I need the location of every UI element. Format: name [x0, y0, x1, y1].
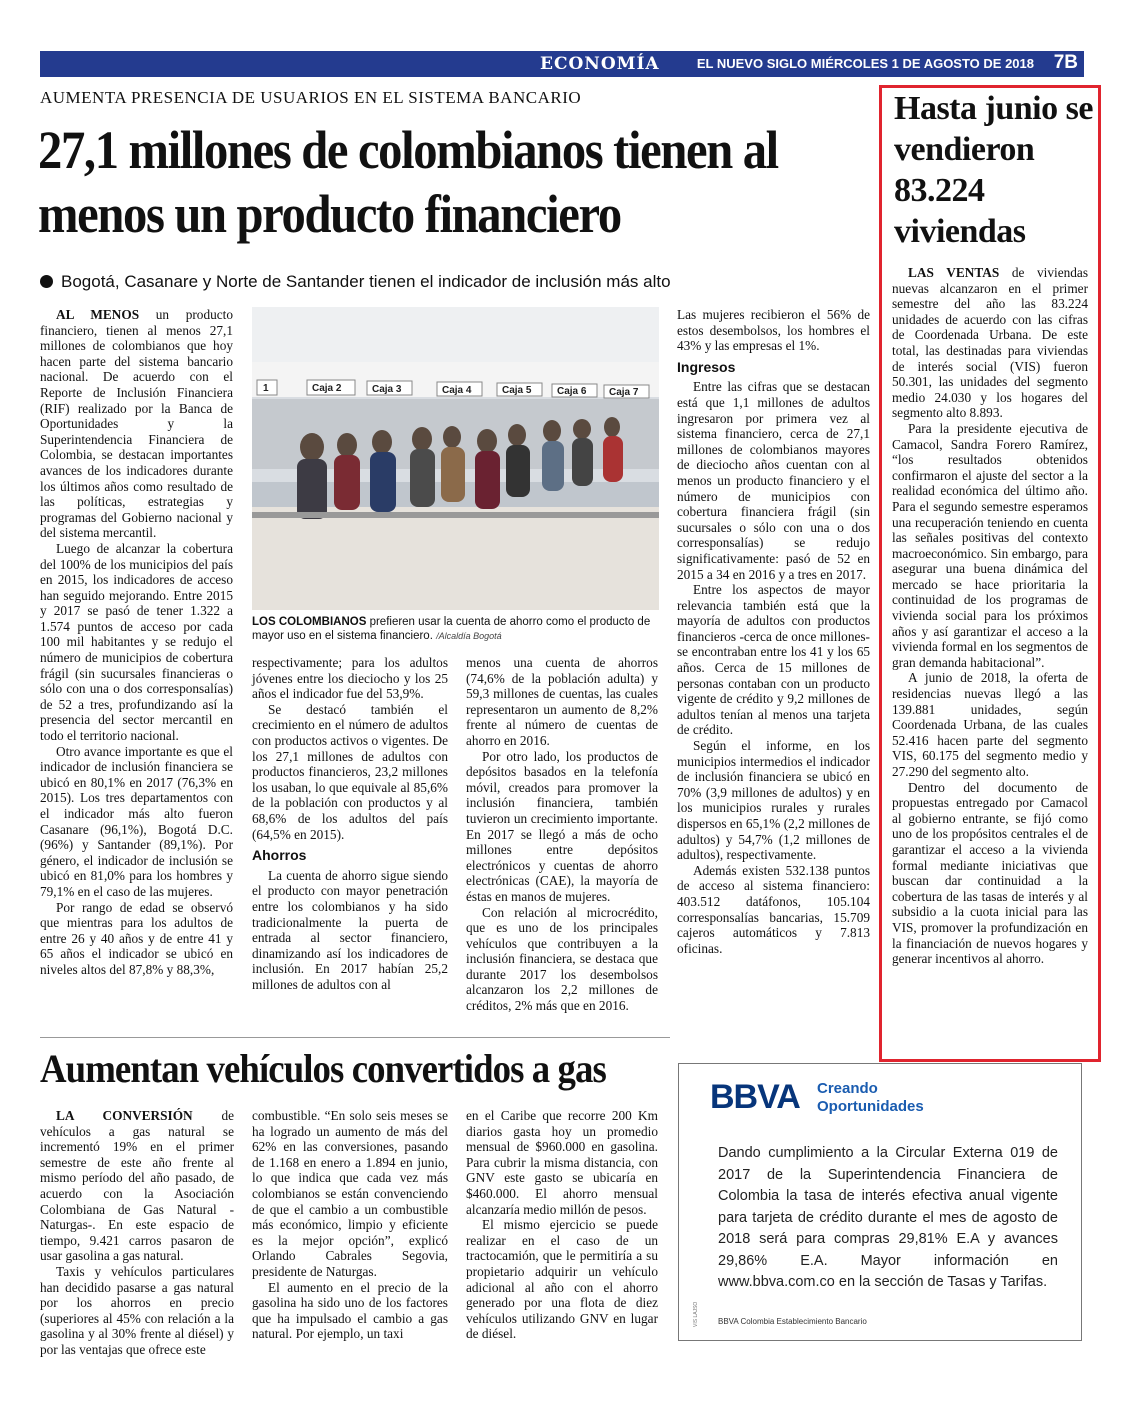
sidebar-headline: Hasta junio se vendieron 83.224 viviendas: [894, 90, 1093, 250]
counter-sign-3: Caja 3: [372, 384, 402, 395]
ad-body-text: Dando cumplimiento a la Circular Externa 019 de 2017 de la Superintendencia Financiera de Colombia la tasa de interés efectiva anual vigente para tarjeta de crédito durante el mes de agosto de 2018 será para compras 29,81% E.A y avances 29,86% E.A. Mayor información en www.bbva.com.co en la sección de Tasas y Tarifas.: [718, 1145, 1058, 1290]
paragraph: Taxis y vehículos particulares han decidido pasarse a gas natural por los ahorros en precio (superiores al 45% con relación a la gasolina y al 30% frente al diésel) y por las ventajas que ofrece este: [40, 1263, 234, 1357]
paragraph: Por otro lado, los productos de depósitos basados en la telefonía móvil, creados para promover la inclusión financiera, también tuvieron un crecimiento importante. En 2017 se llegó a más de ocho millones entre depósitos electrónicos y cuentas de ahorro electrónicas (CAE), la mayoría de éstas en manos de mujeres.: [466, 748, 658, 904]
gas-column-3: [466, 1108, 658, 1348]
gas-column-2: [252, 1108, 448, 1348]
article-column-1: [40, 307, 233, 1027]
counter-sign-1: 1: [263, 383, 269, 394]
caption-lead: LOS COLOMBIANOS: [252, 616, 367, 628]
paragraph: Por rango de edad se observó que mientras para los adultos de entre 26 y 40 años y de entre 41 y 65 años el indicador se ubicó en niveles altos del 87,8% y 88,3%,: [40, 899, 233, 977]
paragraph: un producto financiero, tienen al menos 27,1 millones de colombianos que hoy hacen parte del sistema bancario nacional. De acuerdo con el Reporte de Inclusión Financiera (RIF) realizado por la Banca de Oportunidades y la Superintendencia Financiera de Colombia, se destacan importantes avances de los indicadores durante los últimos años como resultado de las políticas, estrategias y programas del Gobierno nacional y del sistema mercantil.: [40, 307, 233, 541]
dateline: EL NUEVO SIGLO MIÉRCOLES 1 DE AGOSTO DE 2018: [696, 56, 1034, 71]
sidebar-body: [892, 265, 1088, 1055]
counter-sign-7: Caja 7: [609, 387, 639, 398]
article-column-4: [677, 307, 870, 1027]
section-name: ECONOMÍA: [540, 54, 660, 74]
article-subheadline: [40, 272, 671, 292]
counter-sign-6: Caja 6: [557, 386, 587, 397]
counter-sign-2: Caja 2: [312, 383, 342, 394]
paragraph: El mismo ejercicio se puede realizar en el caso de un tractocamión, que le permitiría a su propietario adquirir un vehículo adicional al año con el ahorro generado por una flota de diez vehículos utilizando GNV en lugar de diésel.: [466, 1217, 658, 1342]
paragraph: Entre los aspectos de mayor relevancia también está que la mayoría de adultos con productos financieros -cerca de once millones- se encontraban entre los 41 y los 65 años. Cerca de 15 millones de personas contaban con un producto vigente de crédito y 9,2 millones de adultos tenían al menos una tarjeta de crédito.: [677, 582, 870, 738]
bbva-tagline: [817, 1080, 924, 1116]
section-header-bar: [40, 51, 1084, 77]
paragraph: Luego de alcanzar la cobertura del 100% de los municipios del país en 2015, los indicadores de acceso han seguido mejorando. Entre 2015 y 2017 se pasó de tener 1.322 a 1.574 puntos de acceso por cada 100 mil habitantes y se redujo el número de municipios de cobertura frágil (sin sucursales financieras o sólo con una o dos corresponsalías) de 52 a tres, profundizando así la presencia del sector mercantil en todo el territorio nacional.: [40, 540, 233, 744]
lead-in: LAS VENTAS: [908, 265, 1000, 280]
paragraph: combustible. “En solo seis meses se ha logrado un aumento de más del 62% en las conversiones, pasando de 1.168 en enero a 1.894 en junio, lo que indica que cada vez más colombianos se están convenciendo de que el cambio a un combustible más económico, limpio y eficiente es la mejor opción”, explicó Orlando Cabrales Segovia, presidente de Naturgas.: [252, 1108, 448, 1279]
paragraph: Las mujeres recibieron el 56% de estos desembolsos, los hombres el 43% y las empresas el 1%.: [677, 307, 870, 354]
subheading-ingresos: Ingresos: [677, 358, 736, 375]
paragraph: respectivamente; para los adultos jóvenes entre los dieciocho y los 25 años el indicador fue del 53,9%.: [252, 655, 448, 702]
paragraph: La cuenta de ahorro sigue siendo el producto con mayor penetración entre los colombianos y ha sido tradicionalmente la puerta de entrada al sector financiero, dinamizando así los indicadores de inclusión. En 2017 habían 25,2 millones de adultos con al: [252, 867, 448, 992]
paragraph: A junio de 2018, la oferta de residencias nuevas llegó a las 139.881 unidades, según Coordenada Urbana, de las cuales 52.416 hacen parte del segmento VIS, 60.175 del segmento medio y 27.290 del segmento alto.: [892, 670, 1088, 779]
photo-credit: /Alcaldía Bogotá: [436, 631, 502, 641]
photo-caption: [252, 615, 662, 643]
paragraph: menos una cuenta de ahorros (74,6% de la población adulta) y 59,3 millones de cuentas, las cuales representaron un aumento de 8,2% frente al número de cuentas de ahorro en 2016.: [466, 655, 658, 748]
ad-footer-text: BBVA Colombia Establecimiento Bancario: [718, 1317, 867, 1326]
subheadline-text: Bogotá, Casanare y Norte de Santander tienen el indicador de inclusión más alto: [61, 272, 671, 291]
paragraph: de viviendas nuevas alcanzaron en el primer semestre del año las 83.224 unidades de acuerdo con las cifras de Coordenada Urbana. De este total, las destinadas para viviendas de interés social (VIS) fueron 50.301, las unidades del segmento medio 24.030 y los hogares del segmento alto 8.893.: [892, 265, 1088, 421]
counter-sign-5: Caja 5: [502, 385, 532, 396]
article-column-2: [252, 655, 448, 1027]
ad-vertical-code: VIS LAJSO: [693, 1301, 699, 1327]
lead-in: AL MENOS: [56, 307, 140, 322]
paragraph: Entre las cifras que se destacan está que 1,1 millones de adultos ingresaron por primera vez al sistema financiero, cerca de 27,1 millones de colombianos mayores de dieciocho años cuentan con al menos un producto financiero y el número de municipios con cobertura financiera frágil (sin sucursales o sólo con una o dos corresponsalías) se redujo significativamente: pasó de 52 en 2015 a 34 en 2016 y a tres en 2017.: [677, 379, 870, 582]
article-headline: 27,1 millones de colombianos tienen al menos un producto financiero: [38, 120, 778, 244]
paragraph: Según el informe, en los municipios intermedios el indicador de inclusión financiera se ubicó en 70% (3,9 millones de adultos) y en los municipios rurales y rurales dispersos en 65,1% (2,2 millones de adultos) y 54,7% (1,2 millones de adultos), respectivamente.: [677, 738, 870, 863]
gas-article-headline: Aumentan vehículos convertidos a gas: [40, 1046, 606, 1091]
caption-text: prefieren usar la cuenta de ahorro como el producto de mayor uso en el sistema financiero.: [252, 616, 651, 642]
paragraph: Para la presidente ejecutiva de Camacol, Sandra Forero Ramírez, “los resultados obtenidos confirmaron el ajuste del sector a la realidad económica del último año. Para el segundo semestre esperamos una recuperación teniendo en cuenta las señales positivas del contexto macroeconómico. Sin embargo, para asegurar una buena dinámica del mercado se hace prioritaria la continuidad de los programas de vivienda social para los próximos años y así garantizar el acceso a la vivienda formal en los segmentos de gran demanda habitacional”.: [892, 420, 1088, 670]
bullet-icon: [40, 275, 53, 288]
bank-branch-photo: [252, 307, 659, 610]
paragraph: Otro avance importante es que el indicador de inclusión financiera se ubicó en 80,1% en 2017 (76,3% en 2015). Los tres departamentos con el indicador más alto fueron Casanare (96,1%), Bogotá D.C. (96%) y Santander (89,1%). Por género, el indicador de inclusión se ubicó en 81,0% para los hombres y 79,1% en el caso de las mujeres.: [40, 743, 233, 899]
paragraph: de vehículos a gas natural se incrementó 19% en el primer semestre de este año frente al mismo período del año pasado, de acuerdo con la Asociación Colombiana de Gas Natural -Naturgas-. En este espacio de tiempo, 9.421 carros pasaron de usar gasolina a gas natural.: [40, 1108, 235, 1264]
gas-column-1: [40, 1108, 235, 1357]
subheading-ahorros: Ahorros: [252, 847, 307, 864]
tagline-line-2: Oportunidades: [817, 1098, 924, 1115]
paragraph: Con relación al microcrédito, que es uno de los principales vehículos que contribuyen a la inclusión financiera, se destaca que durante 2017 los desembolsos alcanzaron los 2,2 millones de créditos, 2% más que en 2016.: [466, 904, 658, 1014]
article-column-3: [466, 655, 658, 1027]
paragraph: Además existen 532.138 puntos de acceso al sistema financiero: 403.512 datáfonos, 105.104 corresponsalías bancarias, 15.709 cajeros automáticos y 7.813 oficinas.: [677, 862, 870, 956]
paragraph: en el Caribe que recorre 200 Km diarios gasta hoy un promedio mensual de $960.000 en gasolina. Para cubrir la misma distancia, con GNV este gasto se ubicaría en $460.000. El ahorro mensual alcanzaría medio millón de pesos.: [466, 1108, 658, 1217]
paragraph: Dentro del documento de propuestas entregado por Camacol al gobierno entrante, se fijó como uno de los propósitos centrales el de garantizar el acceso a la vivienda formal mediante iniciativas que buscan dar continuidad a la cobertura de las tasas de interés y al subsidio a la cuota inicial para las VIS, promover la profundización en la financiación de nuevos hogares y generar incentivos al ahorro.: [892, 779, 1088, 967]
paragraph: El aumento en el precio de la gasolina ha sido uno de los factores que ha impulsado el cambio a gas natural. Por ejemplo, un taxi: [252, 1279, 448, 1342]
paragraph: Se destacó también el crecimiento en el número de adultos con productos activos o vigentes. De los 27,1 millones de adultos con productos financieros, 23,2 millones los usaban, lo que equivale al 85,6% de la población con productos y al 68,6% de los adultos del país (64,5% en 2015).: [252, 701, 448, 842]
bbva-logo: BBVA: [710, 1078, 800, 1116]
page-number: 7B: [1053, 52, 1078, 73]
article-kicker: AUMENTA PRESENCIA DE USUARIOS EN EL SISTEMA BANCARIO: [40, 88, 582, 107]
tagline-line-1: Creando: [817, 1080, 878, 1097]
photo-illustration: [252, 307, 659, 610]
lead-in: LA CONVERSIÓN: [56, 1108, 193, 1123]
counter-sign-4: Caja 4: [442, 385, 472, 396]
section-divider: [40, 1037, 670, 1038]
